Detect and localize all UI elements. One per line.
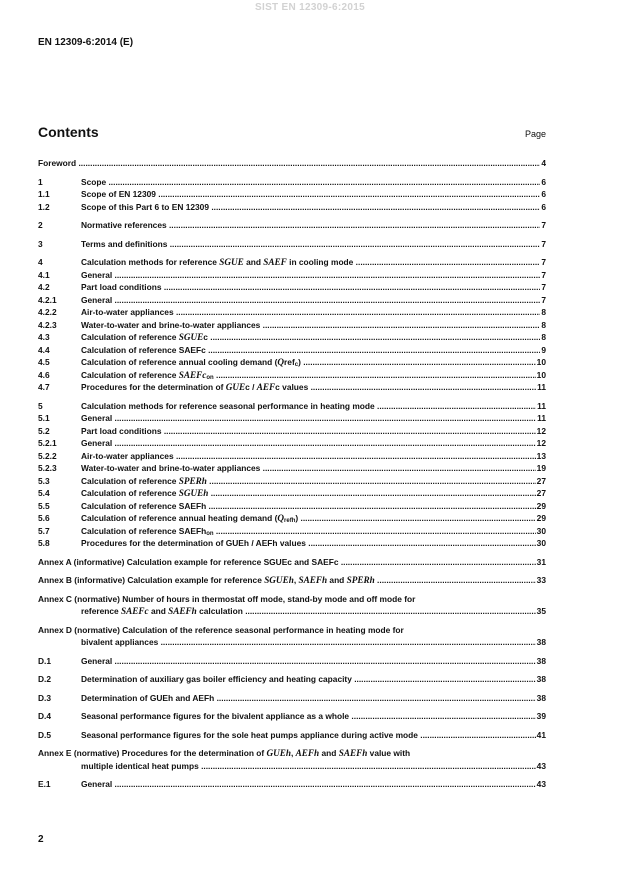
page-number: 2 [38, 834, 44, 845]
toc-entry[interactable] [38, 425, 546, 438]
toc-entry-page: 27 [536, 488, 546, 498]
toc-entry-title: General ..... [81, 269, 540, 282]
toc-entry-page: 11 [537, 413, 546, 423]
toc-entry-number: 4.6 [38, 369, 50, 380]
toc-entry[interactable] [38, 381, 546, 394]
toc-entry[interactable] [38, 747, 546, 772]
toc-entry[interactable] [38, 201, 546, 214]
toc-entry-page: 29 [536, 513, 546, 523]
toc-entry-page: 12 [536, 438, 546, 448]
toc-entry[interactable] [38, 331, 546, 344]
toc-entry-number: 2 [38, 220, 43, 230]
toc-entry-page: 41 [536, 729, 546, 740]
toc-entry-title: Calculation of reference SAEFh$_{on}$ ..... [81, 525, 536, 538]
toc-entry-number: 5.4 [38, 488, 50, 498]
toc-entry-page: 9 [541, 344, 546, 355]
toc-entry-title: reference SAEFc and SAEFh calculation ..... [81, 605, 536, 618]
toc-entry-title: Calculation of reference annual heating demand $(Q_{refh})$ ..... [81, 512, 536, 525]
toc-entry-title: multiple identical heat pumps ..... [81, 760, 536, 773]
toc-entry-title: General ..... [81, 778, 536, 791]
toc-entry-page: 29 [536, 500, 546, 511]
toc-entry[interactable] [38, 238, 546, 251]
toc-entry-title: Calculation of reference SAEFc$_{on}$ ..... [81, 369, 536, 382]
toc-entry-title: Air-to-water appliances ..... [81, 306, 540, 319]
toc-entry[interactable] [38, 729, 546, 742]
toc-entry-page: 39 [536, 711, 546, 721]
toc-entry-number: E.1 [38, 779, 51, 789]
toc-entry-number: D.2 [38, 674, 52, 684]
toc-entry[interactable] [38, 369, 546, 382]
toc-entry-title: Procedures for the determination of GUEh / AEFh values ..... [81, 537, 536, 550]
toc-entry[interactable] [38, 176, 546, 189]
toc-entry[interactable] [38, 556, 546, 569]
toc-entry-page: 7 [541, 238, 546, 249]
toc-entry[interactable] [38, 306, 546, 319]
toc-entry-page: 43 [536, 760, 546, 771]
toc-entry[interactable] [38, 462, 546, 475]
toc-entry-number: 4.4 [38, 344, 50, 355]
toc-entry-title: Annex B (informative) Calculation example for reference SGUEh, SAEFh and SPERh ..... [38, 574, 536, 587]
toc-entry[interactable] [38, 157, 546, 170]
toc-entry-heading: Annex E (normative) Procedures for the determination of GUEh, AEFh and SAEFh value with [38, 748, 411, 758]
toc-entry-title: Scope of this Part 6 to EN 12309 ..... [81, 201, 540, 214]
toc-entry-number: 4.2.1 [38, 294, 57, 305]
toc-entry-number [38, 605, 81, 618]
toc-entry-number: 5.2 [38, 425, 50, 436]
toc-entry[interactable] [38, 219, 546, 232]
toc-entry-number: 1.1 [38, 189, 50, 199]
toc-entry-title: Part load conditions ..... [81, 281, 540, 294]
table-of-contents [38, 157, 546, 791]
toc-entry-page: 38 [536, 655, 546, 666]
toc-entry-heading: Annex D (normative) Calculation of the reference seasonal performance in heating mode for [38, 624, 404, 635]
toc-entry-heading: Annex C (normative) Number of hours in thermostat off mode, stand-by mode and off mode for [38, 593, 416, 604]
toc-entry[interactable] [38, 624, 546, 649]
toc-entry-number: 4.2.2 [38, 307, 57, 317]
toc-entry-page: 10 [536, 369, 546, 380]
toc-entry[interactable] [38, 673, 546, 686]
toc-entry-title: Air-to-water appliances ..... [81, 450, 536, 463]
toc-entry-title: Annex A (informative) Calculation example for reference SGUEc and SAEFc ..... [38, 556, 536, 569]
toc-entry-page: 10 [536, 357, 546, 367]
toc-entry-number: 5.1 [38, 413, 50, 423]
toc-entry[interactable] [38, 294, 546, 307]
toc-entry-page: 38 [536, 637, 546, 647]
toc-entry-page: 33 [536, 575, 546, 585]
toc-entry-title: Calculation of reference annual cooling demand (Qref$_c$) ..... [81, 356, 536, 369]
toc-entry-title: Normative references ..... [81, 219, 540, 232]
toc-entry[interactable] [38, 437, 546, 450]
toc-entry-number [38, 636, 81, 649]
toc-entry-title: Part load conditions ..... [81, 425, 536, 438]
toc-entry-title: Water-to-water and brine-to-water appliances ..... [81, 319, 540, 332]
toc-entry-number: 5.8 [38, 538, 50, 548]
toc-entry-page: 6 [541, 176, 546, 187]
toc-entry-page: 38 [536, 692, 546, 703]
toc-entry[interactable] [38, 281, 546, 294]
toc-entry-page: 7 [541, 257, 546, 267]
toc-entry-number: 1 [38, 176, 43, 187]
toc-entry-number: 4.2.3 [38, 319, 57, 330]
toc-entry-title: Scope ..... [81, 176, 540, 189]
toc-entry-title: Calculation methods for reference seasonal performance in heating mode ..... [81, 400, 536, 413]
toc-entry-number: 1.2 [38, 201, 50, 212]
toc-entry-number: 4.2 [38, 282, 50, 292]
toc-entry-number: D.5 [38, 729, 52, 740]
toc-entry-number: 5.2.2 [38, 450, 57, 461]
toc-entry[interactable] [38, 500, 546, 513]
toc-entry-number: 5.3 [38, 475, 50, 486]
toc-entry-number: 4 [38, 257, 43, 267]
toc-entry-page: 30 [536, 525, 546, 536]
toc-entry-page: 11 [537, 400, 546, 411]
toc-entry-title: General ..... [81, 412, 536, 425]
toc-entry-page: 30 [536, 538, 546, 548]
toc-entry-page: 35 [536, 606, 546, 616]
toc-entry-page: 12 [536, 425, 546, 436]
toc-entry-page: 7 [541, 282, 546, 292]
toc-entry[interactable] [38, 778, 546, 791]
toc-entry[interactable] [38, 487, 546, 500]
toc-entry-page: 4 [541, 158, 546, 168]
toc-entry[interactable] [38, 475, 546, 488]
toc-entry-title: Calculation methods for reference SGUE and SAEF in cooling mode ..... [81, 256, 540, 269]
toc-entry[interactable] [38, 655, 546, 668]
watermark: SIST EN 12309-6:2015 [255, 2, 365, 13]
toc-entry-title: Determination of GUEh and AEFh ..... [81, 692, 536, 705]
toc-entry[interactable] [38, 512, 546, 525]
contents-title: Contents [38, 124, 99, 140]
page-column-label: Page [524, 129, 546, 139]
toc-entry[interactable] [38, 537, 546, 550]
toc-entry-number: 4.3 [38, 332, 50, 342]
toc-entry[interactable] [38, 593, 546, 618]
toc-entry-page: 27 [536, 475, 546, 486]
toc-entry-title: Calculation of reference SPERh ..... [81, 475, 536, 488]
toc-entry-title: Seasonal performance figures for the bivalent appliance as a whole ..... [81, 710, 536, 723]
toc-entry[interactable] [38, 319, 546, 332]
toc-entry[interactable] [38, 344, 546, 357]
toc-entry-title: Determination of auxiliary gas boiler efficiency and heating capacity ..... [81, 673, 536, 686]
toc-entry-page: 8 [541, 332, 546, 342]
toc-entry[interactable] [38, 692, 546, 705]
toc-entry-number: D.4 [38, 711, 52, 721]
toc-entry[interactable] [38, 256, 546, 269]
toc-entry-title: General ..... [81, 294, 540, 307]
toc-entry-number: 4.5 [38, 357, 50, 367]
toc-entry-number [38, 760, 81, 773]
toc-entry-number: 5 [38, 400, 43, 411]
toc-entry-number: 5.2.1 [38, 438, 57, 448]
toc-entry-title: General ..... [81, 437, 536, 450]
toc-entry-number: 5.6 [38, 513, 50, 523]
toc-entry[interactable] [38, 710, 546, 723]
toc-entry[interactable] [38, 269, 546, 282]
toc-entry[interactable] [38, 525, 546, 538]
toc-entry[interactable] [38, 412, 546, 425]
toc-entry-number: 5.2.3 [38, 463, 57, 473]
toc-entry-number: D.3 [38, 692, 52, 703]
toc-entry-number: D.1 [38, 655, 52, 666]
toc-entry[interactable] [38, 450, 546, 463]
toc-entry-page: 8 [541, 307, 546, 317]
toc-entry-number: 5.5 [38, 500, 50, 511]
toc-entry-title: Calculation of reference SAEFc ..... [81, 344, 540, 357]
toc-entry-page: 8 [541, 319, 546, 330]
toc-entry-page: 43 [536, 779, 546, 789]
toc-entry-number: 3 [38, 238, 43, 249]
toc-entry[interactable] [38, 188, 546, 201]
toc-entry-title: Procedures for the determination of GUEc / AEFc values ..... [81, 381, 536, 394]
toc-entry-title: Water-to-water and brine-to-water appliances ..... [81, 462, 536, 475]
toc-entry-page: 13 [536, 450, 546, 461]
toc-entry-title: bivalent appliances ..... [81, 636, 536, 649]
toc-entry-page: 31 [536, 556, 546, 567]
toc-entry-page: 38 [536, 674, 546, 684]
toc-entry-title: General ..... [81, 655, 536, 668]
toc-entry-number: 4.7 [38, 382, 50, 392]
toc-entry-title: Seasonal performance figures for the sole heat pumps appliance during active mode ..... [81, 729, 536, 742]
toc-entry-page: 7 [541, 294, 546, 305]
toc-entry-title: Foreword ..... [38, 157, 540, 170]
toc-entry-number: 4.1 [38, 269, 50, 280]
toc-entry-page: 19 [536, 463, 546, 473]
toc-entry-page: 7 [541, 220, 546, 230]
toc-entry-title: Calculation of reference SAEFh ..... [81, 500, 536, 513]
toc-entry-number: 5.7 [38, 525, 50, 536]
toc-entry-page: 7 [541, 269, 546, 280]
toc-entry-title: Terms and definitions ..... [81, 238, 540, 251]
toc-entry[interactable] [38, 400, 546, 413]
toc-entry-title: Calculation of reference SGUEc ..... [81, 331, 540, 344]
toc-entry[interactable] [38, 574, 546, 587]
toc-entry-title: Calculation of reference SGUEh ..... [81, 487, 536, 500]
document-header: EN 12309-6:2014 (E) [38, 37, 134, 48]
toc-entry-page: 11 [537, 382, 546, 392]
toc-entry-title: Scope of EN 12309 ..... [81, 188, 540, 201]
toc-entry-page: 6 [541, 189, 546, 199]
toc-entry[interactable] [38, 356, 546, 369]
toc-entry-page: 6 [541, 201, 546, 212]
